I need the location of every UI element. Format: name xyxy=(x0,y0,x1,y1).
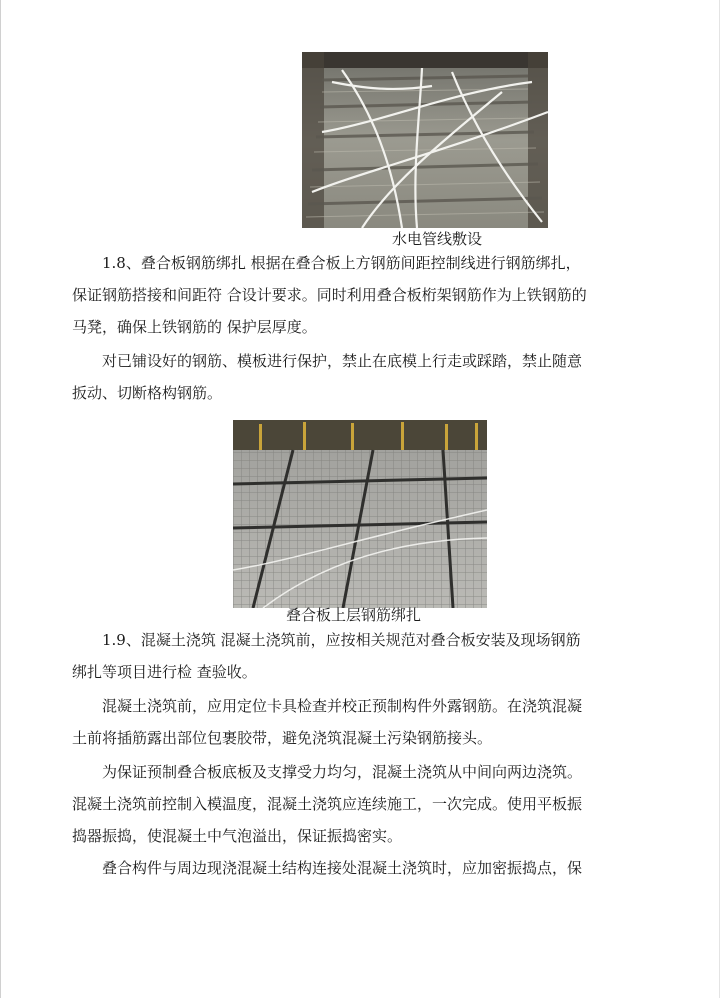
text-line: 捣器振捣，使混凝土中气泡溢出，保证振捣密实。 xyxy=(72,827,403,845)
text-line: 为保证预制叠合板底板及支撑受力均匀，混凝土浇筑从中间向两边浇筑。 xyxy=(102,763,583,781)
paragraph xyxy=(72,247,632,343)
text-line: 1.9、混凝土浇筑 混凝土浇筑前，应按相关规范对叠合板安装及现场钢筋 xyxy=(102,631,581,649)
paragraph xyxy=(72,852,632,884)
paragraph xyxy=(72,345,632,409)
text-line: 混凝土浇筑前控制入模温度，混凝土浇筑应连续施工，一次完成。使用平板振 xyxy=(72,795,583,813)
text-line: 混凝土浇筑前，应用定位卡具检查并校正预制构件外露钢筋。在浇筑混凝 xyxy=(102,697,583,715)
text-line: 叠合构件与周边现浇混凝土结构连接处混凝土浇筑时，应加密振捣点，保 xyxy=(102,859,583,877)
paragraph xyxy=(72,756,632,852)
paragraph xyxy=(72,624,632,688)
figure-caption: 叠合板上层钢筋绑扎 xyxy=(286,606,422,624)
text-line: 1.8、叠合板钢筋绑扎 根据在叠合板上方钢筋间距控制线进行钢筋绑扎， xyxy=(102,254,581,272)
text-line: 马凳，确保上铁钢筋的 保护层厚度。 xyxy=(72,318,317,336)
text-line: 绑扎等项目进行检 查验收。 xyxy=(72,663,257,681)
text-line: 保证钢筋搭接和间距符 合设计要求。同时利用叠合板桁架钢筋作为上铁钢筋的 xyxy=(72,286,587,304)
paragraph xyxy=(72,690,632,754)
text-line: 对已铺设好的钢筋、模板进行保护，禁止在底模上行走或踩踏，禁止随意 xyxy=(102,352,583,370)
text-line: 扳动、切断格构钢筋。 xyxy=(72,384,223,402)
page-left-edge xyxy=(0,0,1,998)
figure-caption: 水电管线敷设 xyxy=(392,230,483,248)
figure-photo-conduits xyxy=(302,52,548,228)
figure-photo-rebar xyxy=(233,420,487,608)
text-line: 土前将插筋露出部位包裹胶带，避免浇筑混凝土污染钢筋接头。 xyxy=(72,729,493,747)
